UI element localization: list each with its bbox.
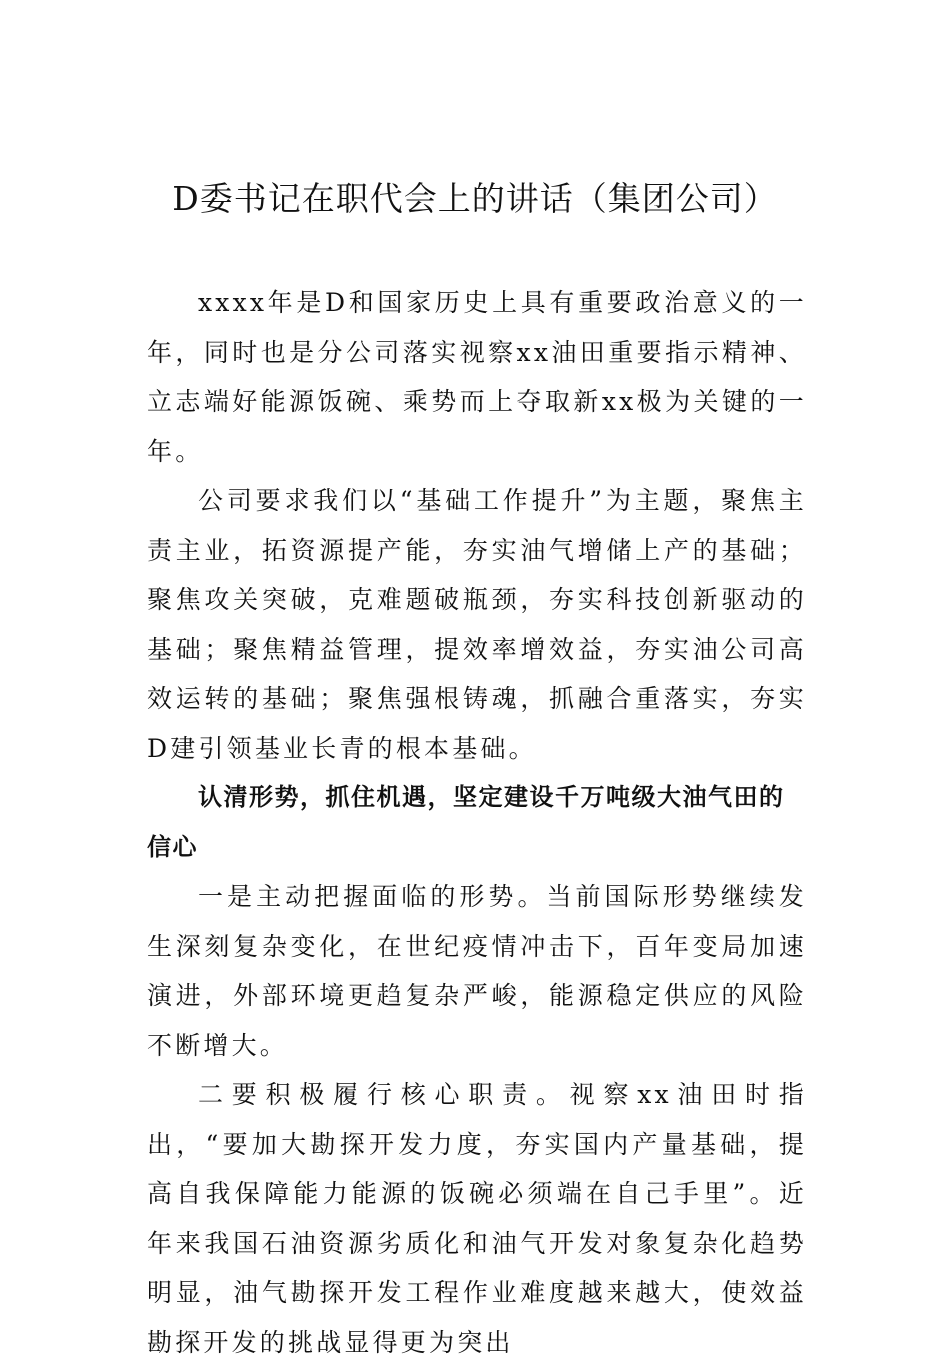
intro-paragraph-1: xxxx年是D和国家历史上具有重要政治意义的一年，同时也是分公司落实视察xx油田重要指示精神、立志端好能源饭碗、乘势而上夺取新xx极为关键的一年。 (147, 288, 807, 466)
section-paragraph-1: 一是主动把握面临的形势。当前国际形势继续发生深刻复杂变化，在世纪疫情冲击下，百年变局加速演进，外部环境更趋复杂严峻，能源稳定供应的风险不断增大。 (147, 882, 807, 1060)
intro-paragraph-2: 公司要求我们以“基础工作提升”为主题，聚焦主责主业，拓资源提产能，夯实油气增储上产的基础；聚焦攻关突破，克难题破瓶颈，夯实科技创新驱动的基础；聚焦精益管理，提效率增效益，夯实油公司高效运转的基础；聚焦强根铸魂，抓融合重落实，夯实D建引领基业长青的根本基础。 (147, 486, 807, 763)
section-heading: 认清形势，抓住机遇，坚定建设千万吨级大油气田的信心 (147, 783, 785, 861)
document-body (147, 278, 807, 1367)
document-title: D委书记在职代会上的讲话（集团公司） (172, 179, 778, 218)
section-paragraph-2: 二要积极履行核心职责。视察xx油田时指出，“要加大勘探开发力度，夯实国内产量基础，提高自我保障能力能源的饭碗必须端在自己手里”。近年来我国石油资源劣质化和油气开发对象复杂化趋势明显，油气勘探开发工程作业难度越来越大，使效益勘探开发的挑战显得更为突出 (147, 1080, 807, 1357)
